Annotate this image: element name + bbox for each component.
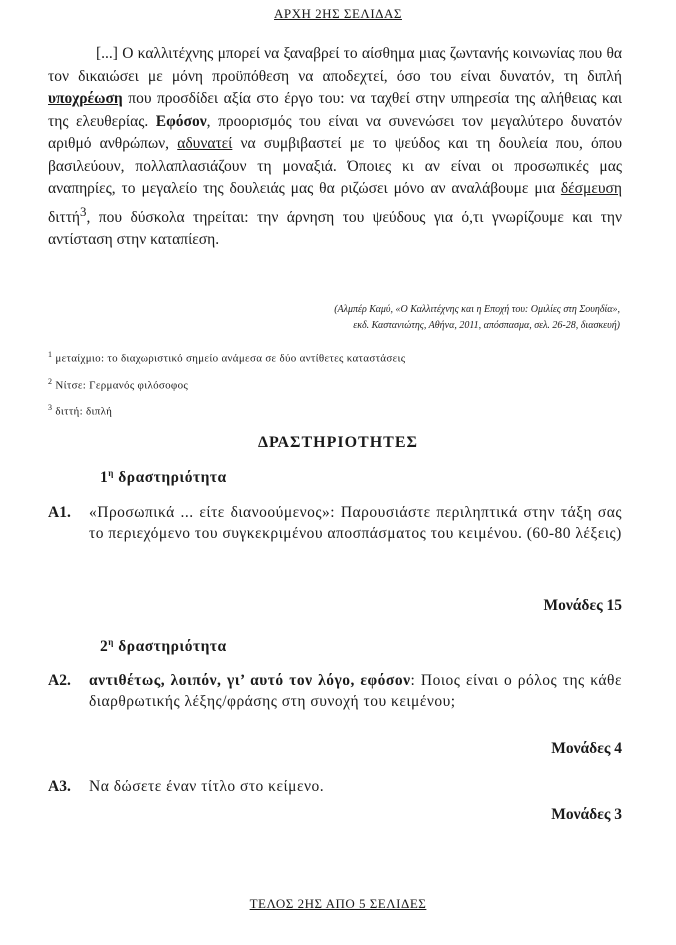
activity-number: 2: [100, 638, 109, 656]
footnote-number: 1: [48, 350, 53, 359]
passage-bold-since: Εφόσον: [155, 112, 207, 130]
footnote-text: Νίτσε: Γερμανός φιλόσοφος: [55, 379, 189, 392]
source-line-1: (Αλμπέρ Καμύ, «Ο Καλλιτέχνης και η Εποχή του: Ομιλίες στη Σουηδία»,: [334, 304, 620, 315]
page-footer: ΤΕΛΟΣ 2ΗΣ ΑΠΟ 5 ΣΕΛΙΔΕΣ: [249, 896, 427, 911]
activity-ordinal: η: [108, 637, 114, 647]
question-connectives: αντιθέτως, λοιπόν, γι’ αυτό τον λόγο, εφόσον: [89, 672, 411, 689]
section-title: ΔΡΑΣΤΗΡΙΟΤΗΤΕΣ: [258, 434, 418, 451]
passage-footnote-ref: 3: [80, 203, 87, 219]
activity-number: 1: [100, 469, 109, 487]
question-id: Α2.: [48, 672, 71, 689]
activity-label: δραστηριότητα: [118, 469, 227, 487]
main-passage: [48, 43, 622, 252]
question-id: Α3.: [48, 778, 71, 795]
question-a1: [48, 502, 622, 544]
passage-text-4: να συμβιβαστεί με το ψεύδος και τη δουλεία που, όπου βασιλεύουν, πολλαπλασιάζουν τη μοναξιά. Όποιες κι αν είναι οι προσωπικές μας αναπηρίες, το μεγαλείο της δουλειάς μας θα ριζώσει μόνο αν αναλάβουμε μια: [48, 135, 622, 197]
passage-text-1: [...] Ο καλλιτέχνης μπορεί να ξαναβρεί το αίσθημα μιας ζωντανής κοινωνίας που θα τον δικαιώσει με μόνη προϋπόθεση να αποδεχτεί, όσο του είναι δυνατόν, τη διπλή: [48, 45, 622, 85]
units-a3: Μονάδες 3: [551, 806, 622, 823]
question-text: Να δώσετε έναν τίτλο στο κείμενο.: [89, 778, 325, 795]
page-header: ΑΡΧΗ 2ΗΣ ΣΕΛΙΔΑΣ: [274, 6, 402, 21]
passage-underlined-obligation: υποχρέωση: [48, 90, 123, 107]
question-body: : Ποιος είναι ο ρόλος της κάθε διαρθρωτικής λέξης/φράσης στη συνοχή του κειμένου;: [89, 672, 622, 710]
passage-text-6: , που δύσκολα τηρείται: την άρνηση του ψεύδους για ό,τι γνωρίζουμε και την αντίσταση στην καταπίεση.: [48, 208, 622, 249]
passage-underlined-unable: αδυνατεί: [177, 135, 233, 152]
source-citation: [140, 302, 620, 334]
question-id: Α1.: [48, 504, 71, 521]
source-line-2: εκδ. Καστανιώτης, Αθήνα, 2011, απόσπασμα, σελ. 26-28, διασκευή): [353, 320, 620, 331]
activity-1-heading: [100, 468, 227, 487]
footnote-item: [48, 401, 405, 419]
footnote-text: μεταίχμιο: το διαχωριστικό σημείο ανάμεσα σε δύο αντίθετες καταστάσεις: [55, 352, 406, 365]
units-a1: Μονάδες 15: [543, 597, 622, 614]
footnote-number: 2: [48, 376, 53, 386]
footnote-number: 3: [48, 403, 53, 413]
activity-label: δραστηριότητα: [118, 638, 227, 656]
passage-text-3: , προορισμός του είναι να συνενώσει τον μεγαλύτερο δυνατόν αριθμό ανθρώπων,: [48, 112, 623, 152]
passage-text-2: που προσδίδει αξία στο έργο του: να ταχθεί στην υπηρεσία της αλήθειας και της ελευθερίας.: [48, 90, 622, 130]
footnotes: [48, 348, 405, 428]
activity-ordinal: η: [108, 468, 114, 478]
footnote-text: διττή: διπλή: [55, 405, 113, 418]
passage-underlined-commitment: δέσμευση: [560, 180, 622, 197]
question-text: «Προσωπικά ... είτε διανοούμενος»: Παρουσιάστε περιληπτικά στην τάξη σας το περιεχόμενο του συγκεκριμένου αποσπάσματος του κειμένου. (60-80 λέξεις): [89, 504, 622, 542]
question-text: [89, 670, 622, 712]
units-a2: Μονάδες 4: [551, 740, 622, 757]
passage-text-5: διττή: [48, 208, 81, 226]
question-a3: [48, 776, 622, 797]
footnote-item: [48, 348, 405, 366]
footnote-item: [48, 375, 405, 393]
activity-2-heading: [100, 637, 227, 656]
question-a2: [48, 670, 622, 712]
